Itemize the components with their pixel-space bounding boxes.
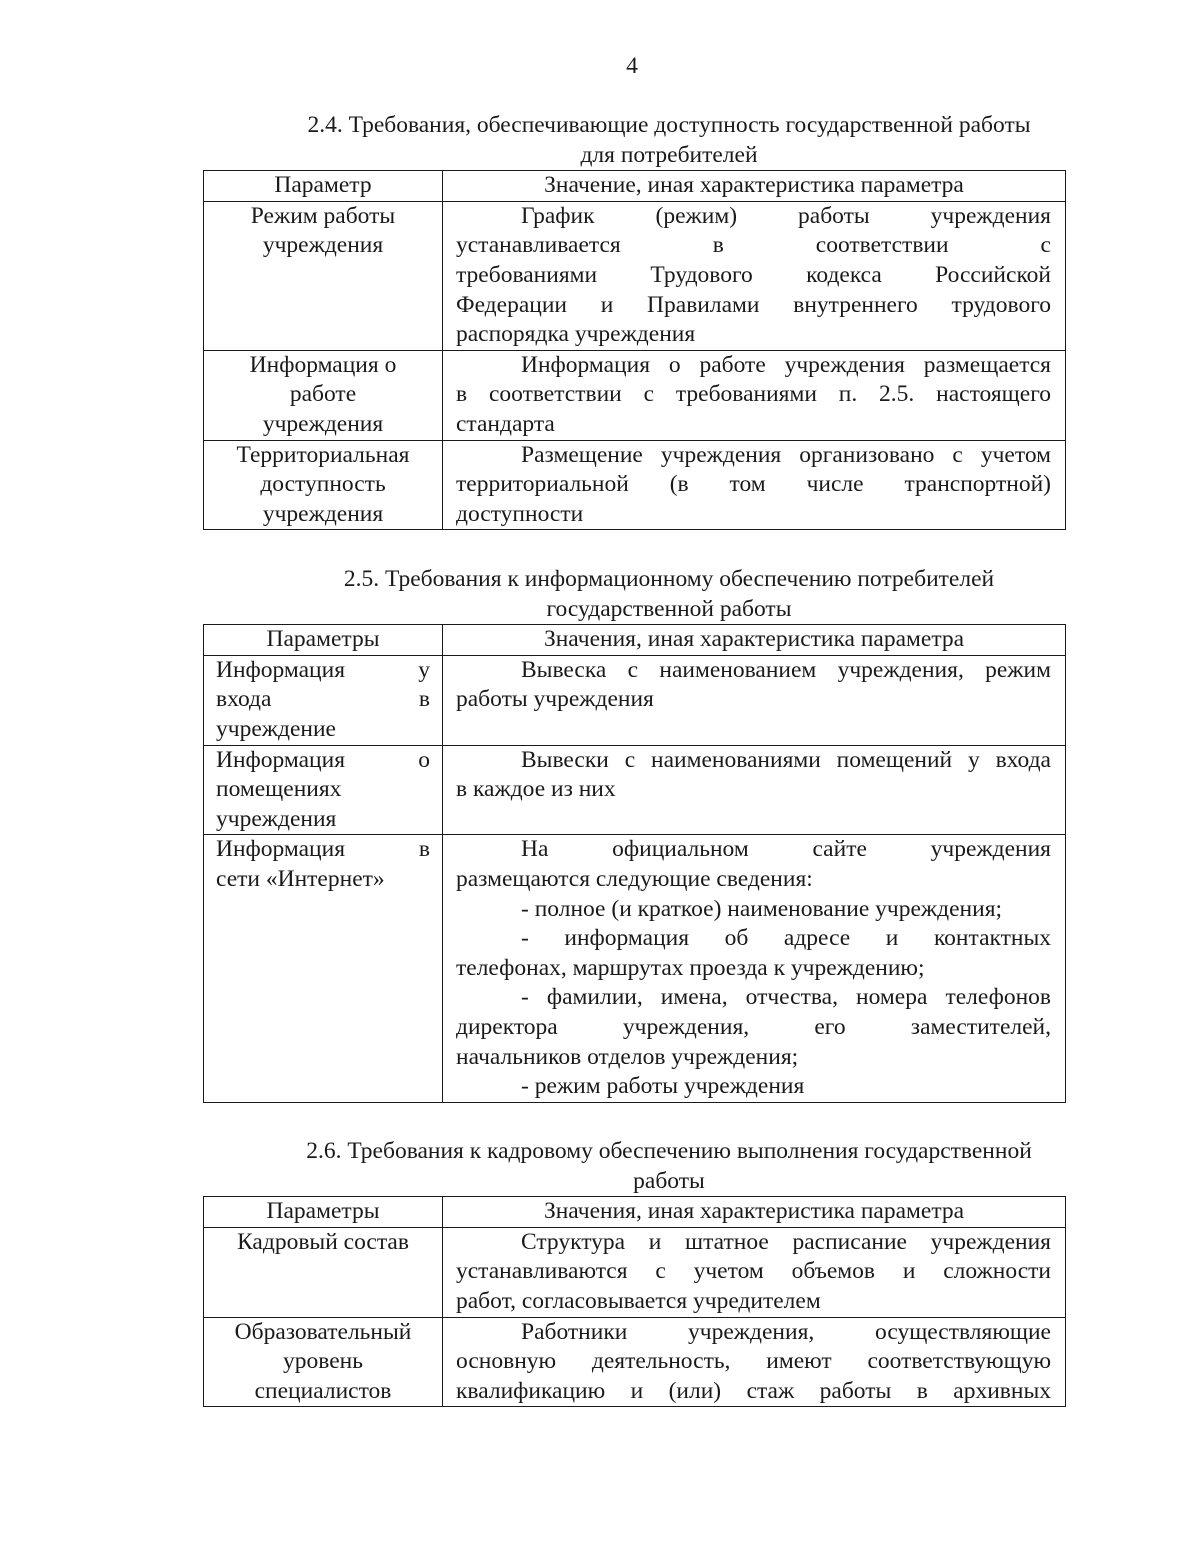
header-param: Параметры: [204, 625, 443, 656]
table-header-row: [204, 171, 1066, 202]
param-cell: [204, 440, 443, 530]
param-line: Информация о: [216, 746, 430, 773]
table-row: [204, 440, 1066, 530]
section-2-5: [203, 565, 1065, 1103]
value-cell: [443, 655, 1066, 745]
value-line: - фамилии, имена, отчества, номера телефонов: [521, 984, 1051, 1011]
param-cell: [204, 745, 443, 835]
param-line: Кадровый состав: [237, 1228, 409, 1255]
value-line: работ, согласовывается учредителем: [456, 1287, 821, 1314]
value-line: директора учреждения, его заместителей,: [456, 1013, 1051, 1040]
param-line: учреждение: [216, 715, 336, 742]
section-title-line2: работы: [633, 1167, 705, 1194]
value-line: в соответствии с требованиями п. 2.5. настоящего: [456, 381, 1051, 408]
table-row: [204, 1317, 1066, 1407]
param-line: Режим работы: [250, 202, 396, 229]
value-line: Работники учреждения, осуществляющие: [521, 1318, 1051, 1345]
requirements-table: [203, 170, 1066, 530]
value-cell: [443, 835, 1066, 1102]
value-line: стандарта: [456, 410, 555, 437]
table-row: [204, 1227, 1066, 1317]
value-cell: [443, 201, 1066, 350]
param-line: учреждения: [262, 410, 384, 437]
value-line: Вывески с наименованиями помещений у входа: [521, 746, 1051, 773]
value-line: На официальном сайте учреждения: [521, 836, 1051, 863]
requirements-table: [203, 624, 1066, 1103]
value-line: - полное (и краткое) наименование учреждения;: [521, 895, 1003, 922]
value-line: территориальной (в том числе транспортной): [456, 471, 1051, 498]
value-cell: [443, 350, 1066, 440]
value-line: - режим работы учреждения: [521, 1073, 805, 1100]
value-line: устанавливается в соответствии с: [456, 232, 1051, 259]
value-line: Федерации и Правилами внутреннего трудового: [456, 291, 1051, 318]
header-value: Значения, иная характеристика параметра: [443, 625, 1066, 656]
param-line: уровень: [283, 1348, 363, 1375]
table-header-row: [204, 1197, 1066, 1228]
section-title-line2: для потребителей: [580, 141, 758, 168]
section-2-6: [203, 1137, 1065, 1407]
value-line: размещаются следующие сведения:: [456, 865, 813, 892]
value-line: - информация об адресе и контактных: [521, 925, 1051, 952]
value-cell: [443, 1317, 1066, 1407]
param-line: входа в: [216, 686, 430, 713]
param-line: Территориальная: [236, 441, 410, 468]
table-row: [204, 350, 1066, 440]
param-line: учреждения: [216, 805, 337, 832]
value-line: основную деятельность, имеют соответствующую: [456, 1348, 1051, 1375]
value-line: работы учреждения: [456, 686, 654, 713]
section-2-4: [203, 111, 1065, 530]
table-row: [204, 745, 1066, 835]
header-param: Параметр: [204, 171, 443, 202]
requirements-table: [203, 1196, 1066, 1407]
param-cell: [204, 1227, 443, 1317]
value-line: начальников отделов учреждения;: [456, 1043, 799, 1070]
value-line: Информация о работе учреждения размещается: [521, 351, 1051, 378]
value-cell: [443, 745, 1066, 835]
section-title-line1: 2.6. Требования к кадровому обеспечению выполнения государственной: [306, 1138, 1032, 1164]
value-line: распорядка учреждения: [456, 321, 696, 348]
param-line: Образовательный: [234, 1318, 412, 1345]
param-cell: [204, 201, 443, 350]
param-cell: [204, 1317, 443, 1407]
param-cell: [204, 835, 443, 1102]
param-cell: [204, 655, 443, 745]
param-line: Информация в: [216, 836, 430, 863]
value-line: Структура и штатное расписание учреждения: [521, 1228, 1051, 1255]
header-value: Значение, иная характеристика параметра: [443, 171, 1066, 202]
page-number: 4: [626, 53, 638, 79]
header-param: Параметры: [204, 1197, 443, 1228]
param-line: доступность: [260, 471, 386, 498]
param-line: сети «Интернет»: [216, 865, 385, 892]
value-line: требованиями Трудового кодекса Российской: [456, 261, 1051, 288]
table-row: [204, 201, 1066, 350]
table-row: [204, 655, 1066, 745]
value-line: доступности: [456, 500, 584, 527]
value-line: телефонах, маршрутах проезда к учреждению;: [456, 954, 925, 981]
param-cell: [204, 350, 443, 440]
param-line: работе: [289, 381, 357, 408]
value-cell: [443, 1227, 1066, 1317]
param-line: Информация о: [249, 351, 397, 378]
header-value: Значения, иная характеристика параметра: [443, 1197, 1066, 1228]
value-line: Вывеска с наименованием учреждения, режим: [521, 656, 1051, 683]
value-line: Размещение учреждения организовано с учетом: [521, 441, 1051, 468]
table-header-row: [204, 625, 1066, 656]
value-cell: [443, 440, 1066, 530]
section-title-line1: 2.5. Требования к информационному обеспечению потребителей: [343, 566, 995, 592]
param-line: специалистов: [254, 1377, 392, 1404]
param-line: учреждения: [262, 232, 384, 259]
value-line: График (режим) работы учреждения: [521, 202, 1051, 229]
value-line: в каждое из них: [456, 776, 616, 803]
section-title-line2: государственной работы: [546, 595, 792, 622]
param-line: помещениях: [216, 776, 342, 803]
table-row: [204, 835, 1066, 1102]
param-line: Информация у: [216, 656, 430, 683]
value-line: квалификацию и (или) стаж работы в архивных: [456, 1377, 1051, 1404]
value-line: устанавливаются с учетом объемов и сложности: [456, 1258, 1051, 1285]
section-title-line1: 2.4. Требования, обеспечивающие доступность государственной работы: [307, 112, 1031, 138]
param-line: учреждения: [262, 500, 384, 527]
